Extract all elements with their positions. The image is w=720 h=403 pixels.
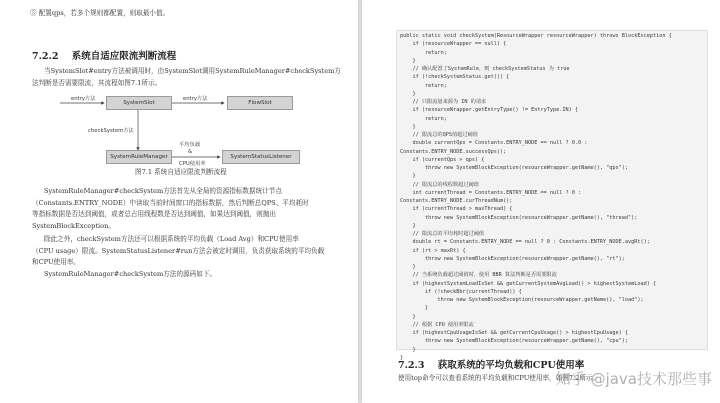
paragraph-line: （Constants.ENTRY_NODE）中读取当前时间窗口的指标数据，然后判断总QPS、平均耗时 <box>32 198 309 207</box>
code-line: if (highestCpuUsageIsSet && getCurrentCpuUsage() > highestCpuUsage) { <box>400 330 628 336</box>
label-amp: & <box>188 149 193 155</box>
code-line: } <box>400 354 404 361</box>
node-system-slot: SystemSlot <box>106 96 172 110</box>
code-line: throw new SystemBlockException(resourceWrapper.getName(), "cpu"); <box>400 338 628 345</box>
section-title: 获取系统的平均负载和CPU使用率 <box>437 360 585 371</box>
label-cpu-usage: CPU使用率 <box>179 161 206 167</box>
code-line: if (resourceWrapper == null) { <box>400 41 507 48</box>
code-line: if (highestSystemLoadIsSet && getCurrentSystemAvgLoad() > highestSystemLoad) { <box>400 280 657 287</box>
intro-line: 当SystemSlot#entry方法被调用时，由SystemSlot调用SystemRuleManager#checkSystem方 <box>44 67 341 75</box>
code-line: Constants.ENTRY_NODE.curThreadNum(); <box>400 198 513 204</box>
label-avg-load: 平均负载 <box>179 142 201 148</box>
code-line: } <box>400 264 416 270</box>
code-line: // 只限流量来源为 IN 的请求 <box>400 99 487 105</box>
code-line: Constants.ENTRY_NODE.successQps(); <box>400 148 507 155</box>
section-title: 系统自适应限流判断流程 <box>71 51 177 62</box>
code-line: } <box>400 57 416 64</box>
node-status-listener: SystemStatusListener <box>222 150 300 164</box>
code-line: // 确认配置了SystemRule，则 checkSystemStatus 为 true <box>400 66 570 72</box>
code-line: if (currentThread > maxThread) { <box>400 206 513 213</box>
code-line: } <box>400 173 416 180</box>
code-line: } <box>400 123 416 130</box>
node-rule-manager: SystemRuleManager <box>106 150 172 164</box>
code-line: // 根据 CPU 使用率限流 <box>400 321 474 328</box>
code-line: if (!checkBbr(currentThread)) { <box>400 288 522 295</box>
paragraph-line: 除此之外，checkSystem方法还可以根据系统的平均负载（Load Avg）和CPU使用率 <box>44 235 299 243</box>
code-line: // 限流总的线程数超过阈值 <box>400 181 479 188</box>
code-line: throw new SystemBlockException(resourceWrapper.getName(), "load"); <box>400 297 644 303</box>
node-flow-slot: FlowSlot <box>227 96 293 110</box>
code-line: } <box>400 346 416 353</box>
paragraph-line: SystemRuleManager#checkSystem方法首先从全局的资源指标数据统计节点 <box>44 187 282 195</box>
intro-line: 法判断是否需要限流，其流程如图7.1所示。 <box>32 78 162 87</box>
code-line: // 限流总的QPS值超过阈值 <box>400 132 478 138</box>
code-line: throw new SystemBlockException(resourceWrapper.getName(), "qps"); <box>400 165 628 171</box>
code-line: // 当系统负载超过阈值时，使用 BBR 算法判断是否需要限流 <box>400 272 557 279</box>
right-page <box>362 0 720 403</box>
label-entry-out: entry方法 <box>183 96 208 102</box>
code-line: if (currentQps > qps) { <box>400 156 485 163</box>
code-line: double currentQps = Constants.ENTRY_NODE == null ? 0.0 : <box>400 140 588 147</box>
section-number: 7.2.2 <box>32 51 59 62</box>
watermark: 知乎 @java技术那些事 <box>555 370 712 388</box>
code-line: throw new SystemBlockException(resourceWrapper.getName(), "thread"); <box>400 214 638 221</box>
code-block <box>400 32 672 362</box>
paragraph-source-intro: SystemRuleManager#checkSystem方法的源码如下。 <box>44 270 217 278</box>
code-line: } <box>400 305 429 312</box>
bottom-paragraph: 使用top命令可以查看系统的平均负载和CPU使用率，如图7.2所示。 <box>398 374 600 382</box>
code-line: public static void checkSystem(ResourceWrapper resourceWrapper) throws BlockException { <box>400 33 672 39</box>
code-line: throw new SystemBlockException(resourceWrapper.getName(), "rt"); <box>400 255 625 262</box>
code-line: if (resourceWrapper.getEntryType() != EntryType.IN) { <box>400 107 579 114</box>
code-line: return; <box>400 115 447 122</box>
code-line: } <box>400 222 416 229</box>
paragraph-line: （CPU usage）限流。SystemStatusListener#run方法会被定时调用，负责获取系统的平均负载 <box>32 246 325 255</box>
code-line: return; <box>400 82 447 89</box>
paragraph-line: 等指标数据是否达到阈值，或者总占用线程数是否达到阈值，如果达到阈值，则抛出 <box>32 210 276 218</box>
label-check-system: checkSystem方法 <box>88 128 134 134</box>
section-number: 7.2.3 <box>398 360 425 371</box>
paragraph-line: 和CPU使用率。 <box>32 258 80 266</box>
code-line: if (!checkSystemStatus.get()) { <box>400 74 510 81</box>
code-line: return; <box>400 49 447 56</box>
figure-caption: 图7.1 系统自适应限流判断流程 <box>135 168 227 176</box>
paragraph-check-system <box>32 186 309 232</box>
paragraph-line: SystemBlockException。 <box>32 221 115 230</box>
top-note: ⑤ 配置qps，若多个规则都配置，则取最小值。 <box>30 9 170 17</box>
code-line: double rt = Constants.ENTRY_NODE == null ? 0 : Constants.ENTRY_NODE.avgRt(); <box>400 239 650 246</box>
paragraph-load-cpu <box>32 234 324 269</box>
code-line: // 限流总的平均耗时超过阈值 <box>400 231 485 237</box>
code-line: if (rt > maxRt) { <box>400 247 466 254</box>
code-line: int currentThread = Constants.ENTRY_NODE == null ? 0 : <box>400 189 582 196</box>
label-entry-in: entry方法 <box>71 96 96 102</box>
code-line: } <box>400 90 416 97</box>
left-page <box>0 0 358 403</box>
code-line: } <box>400 313 416 320</box>
